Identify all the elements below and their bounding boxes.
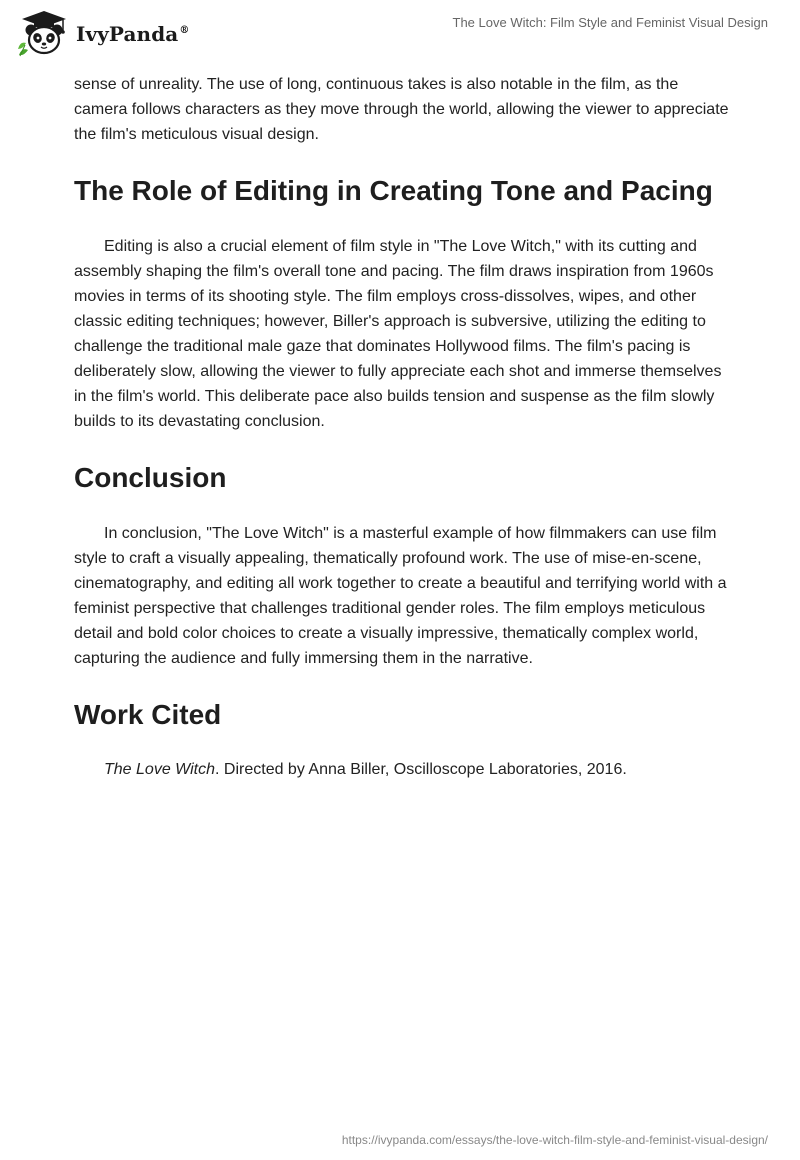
section-heading-editing: The Role of Editing in Creating Tone and Pacing (74, 175, 713, 206)
citation-title: The Love Witch (104, 761, 216, 778)
page-header (0, 0, 800, 60)
section-heading-work-cited: Work Cited (74, 699, 222, 730)
brand-name: IvyPanda® (76, 22, 190, 46)
ivypanda-logo[interactable] (14, 9, 189, 57)
section-paragraph-editing: Editing is also a crucial element of film style in "The Love Witch," with its cutting and assembly shaping the film's overall tone and pacing. The film draws inspiration from 1960s movies in terms of its shooting style. The film employs cross-dissolves, wipes, and other classic editing techniques; however, Biller's approach is subversive, utilizing the editing to challenge the traditional male gaze that dominates Hollywood films. The film's pacing is deliberately slow, allowing the viewer to fully appreciate each shot and immerse themselves in the film's world. This deliberate pace also builds tension and suspense as the film slowly builds to its devastating conclusion. (74, 238, 722, 430)
citation-entry (74, 757, 734, 782)
intro-paragraph: sense of unreality. The use of long, continuous takes is also notable in the film, as the camera follows characters as they move through the world, allowing the viewer to appreciate the film's meticulous visual design. (74, 76, 729, 143)
section-heading-conclusion: Conclusion (74, 462, 227, 493)
source-url[interactable]: https://ivypanda.com/essays/the-love-witch-film-style-and-feminist-visual-design/ (341, 1133, 768, 1147)
section-paragraph-conclusion: In conclusion, "The Love Witch" is a masterful example of how filmmakers can use film style to craft a visually appealing, thematically profound work. The use of mise-en-scene, cinematography, and editing all work together to create a beautiful and terrifying world with a feminist perspective that challenges traditional gender roles. The film employs meticulous detail and bold color choices to create a visually impressive, thematically complex world, capturing the audience and fully immersing them in the narrative. (74, 525, 727, 667)
document-title: The Love Witch: Film Style and Feminist Visual Design (452, 15, 768, 30)
essay-body (74, 72, 734, 782)
citation-details: . Directed by Anna Biller, Oscilloscope Laboratories, 2016. (215, 761, 627, 778)
panda-graduate-icon (14, 9, 74, 57)
